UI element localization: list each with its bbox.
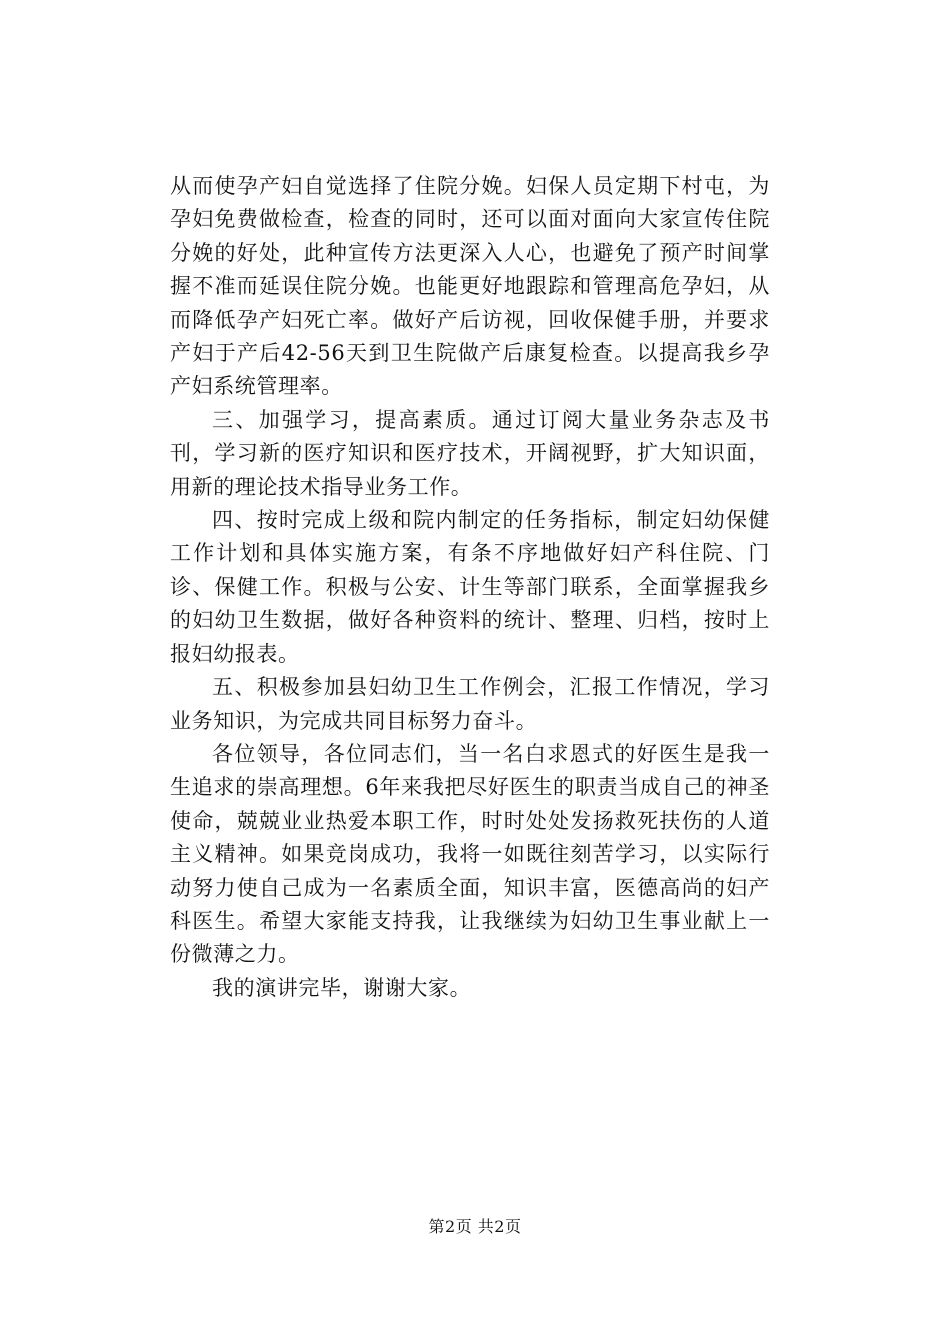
paragraph-section-four: 四、按时完成上级和院内制定的任务指标，制定妇幼保健工作计划和具体实施方案，有条不序地做好妇产科住院、门诊、保健工作。积极与公安、计生等部门联系，全面掌握我乡的妇幼卫生数据，做好各种资料的统计、整理、归档，按时上报妇幼报表。 [170,508,770,666]
paragraph-closing-remarks: 各位领导，各位同志们，当一名白求恩式的好医生是我一生追求的崇高理想。6年来我把尽好医生的职责当成自己的神圣使命，兢兢业业热爱本职工作，时时处处发扬救死扶伤的人道主义精神。如果竞岗成功，我将一如既往刻苦学习，以实际行动努力使自己成为一名素质全面，知识丰富，医德高尚的妇产科医生。希望大家能支持我，让我继续为妇幼卫生事业献上一份微薄之力。 [170,741,770,967]
document-body [170,170,770,1005]
paragraph-continuation: 从而使孕产妇自觉选择了住院分娩。妇保人员定期下村屯，为孕妇免费做检查，检查的同时，还可以面对面向大家宣传住院分娩的好处，此种宣传方法更深入人心，也避免了预产时间掌握不准而延误住院分娩。也能更好地跟踪和管理高危孕妇，从而降低孕产妇死亡率。做好产后访视，回收保健手册，并要求产妇于产后42-56天到卫生院做产后康复检查。以提高我乡孕产妇系统管理率。 [170,174,770,399]
paragraph-section-five: 五、积极参加县妇幼卫生工作例会，汇报工作情况，学习业务知识，为完成共同目标努力奋斗。 [170,675,770,733]
paragraph-thanks: 我的演讲完毕，谢谢大家。 [212,975,472,1000]
page-number-footer: 第2页 共2页 [428,1217,522,1236]
paragraph-section-three: 三、加强学习，提高素质。通过订阅大量业务杂志及书刊，学习新的医疗知识和医疗技术，开阔视野，扩大知识面，用新的理论技术指导业务工作。 [170,407,770,499]
